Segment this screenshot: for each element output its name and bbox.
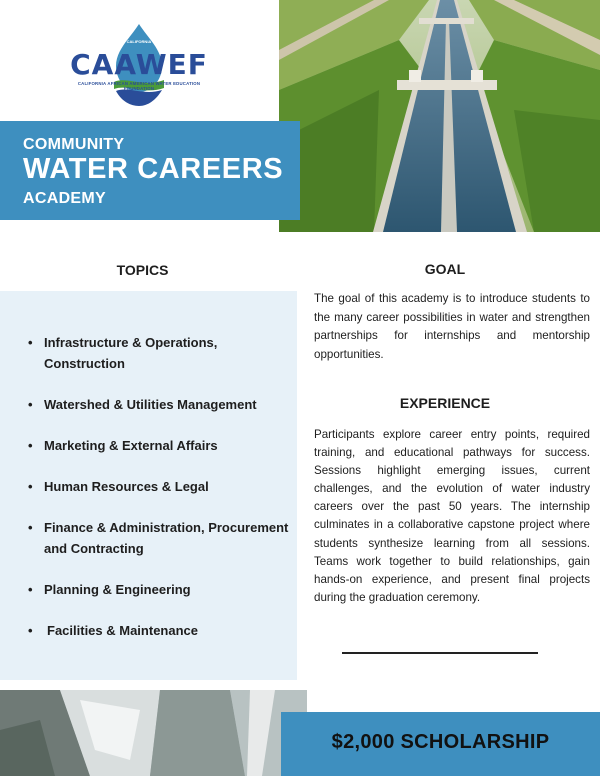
topic-item: • Facilities & Maintenance bbox=[24, 620, 294, 641]
title-banner bbox=[0, 121, 300, 220]
goal-heading: GOAL bbox=[424, 261, 466, 277]
scholarship-label: $2,000 SCHOLARSHIP bbox=[331, 731, 550, 753]
scholarship-banner bbox=[281, 712, 600, 776]
banner-line-water-careers: WATER CAREERS bbox=[23, 153, 284, 185]
topic-item: • Marketing & External Affairs bbox=[24, 435, 294, 456]
topics-list bbox=[24, 332, 294, 661]
experience-paragraph: Participants explore career entry points, required training, and educational pathways for success. Sessions highlight emerging issues, current challenges, and the evolution of water industry careers over the past 50 years. The internship culminates in a collaborative capstone project where students synthesize learning from all sessions. Teams work together to build relationships, gain hands-on experience, and present final projects during the graduation ceremony. bbox=[314, 428, 590, 604]
logo-tagline: CALIFORNIA AFRICAN AMERICAN WATER EDUCATION FOUNDATION bbox=[77, 81, 201, 91]
topic-item: • Planning & Engineering bbox=[24, 579, 294, 600]
logo-state-tag: CALIFORNIA bbox=[126, 39, 152, 44]
caawef-logo bbox=[64, 22, 214, 112]
topics-heading: TOPICS bbox=[116, 262, 169, 278]
aqueduct-hero-image bbox=[279, 0, 600, 232]
banner-line-academy: ACADEMY bbox=[23, 190, 106, 207]
logo-wordmark: CAAWEF bbox=[70, 48, 208, 81]
goal-paragraph: The goal of this academy is to introduce students to the many career possibilities in water and strengthen partnerships for internships and mentorship opportunities. bbox=[314, 292, 590, 361]
banner-line-community: COMMUNITY bbox=[23, 136, 125, 153]
topic-item: • Infrastructure & Operations, Construction bbox=[24, 332, 294, 374]
dam-spillway-image bbox=[0, 690, 307, 776]
divider-line bbox=[342, 652, 538, 654]
topic-item: • Finance & Administration, Procurement and Contracting bbox=[24, 517, 294, 559]
experience-heading: EXPERIENCE bbox=[399, 395, 491, 411]
topic-item: • Human Resources & Legal bbox=[24, 476, 294, 497]
topic-item: • Watershed & Utilities Management bbox=[24, 394, 294, 415]
